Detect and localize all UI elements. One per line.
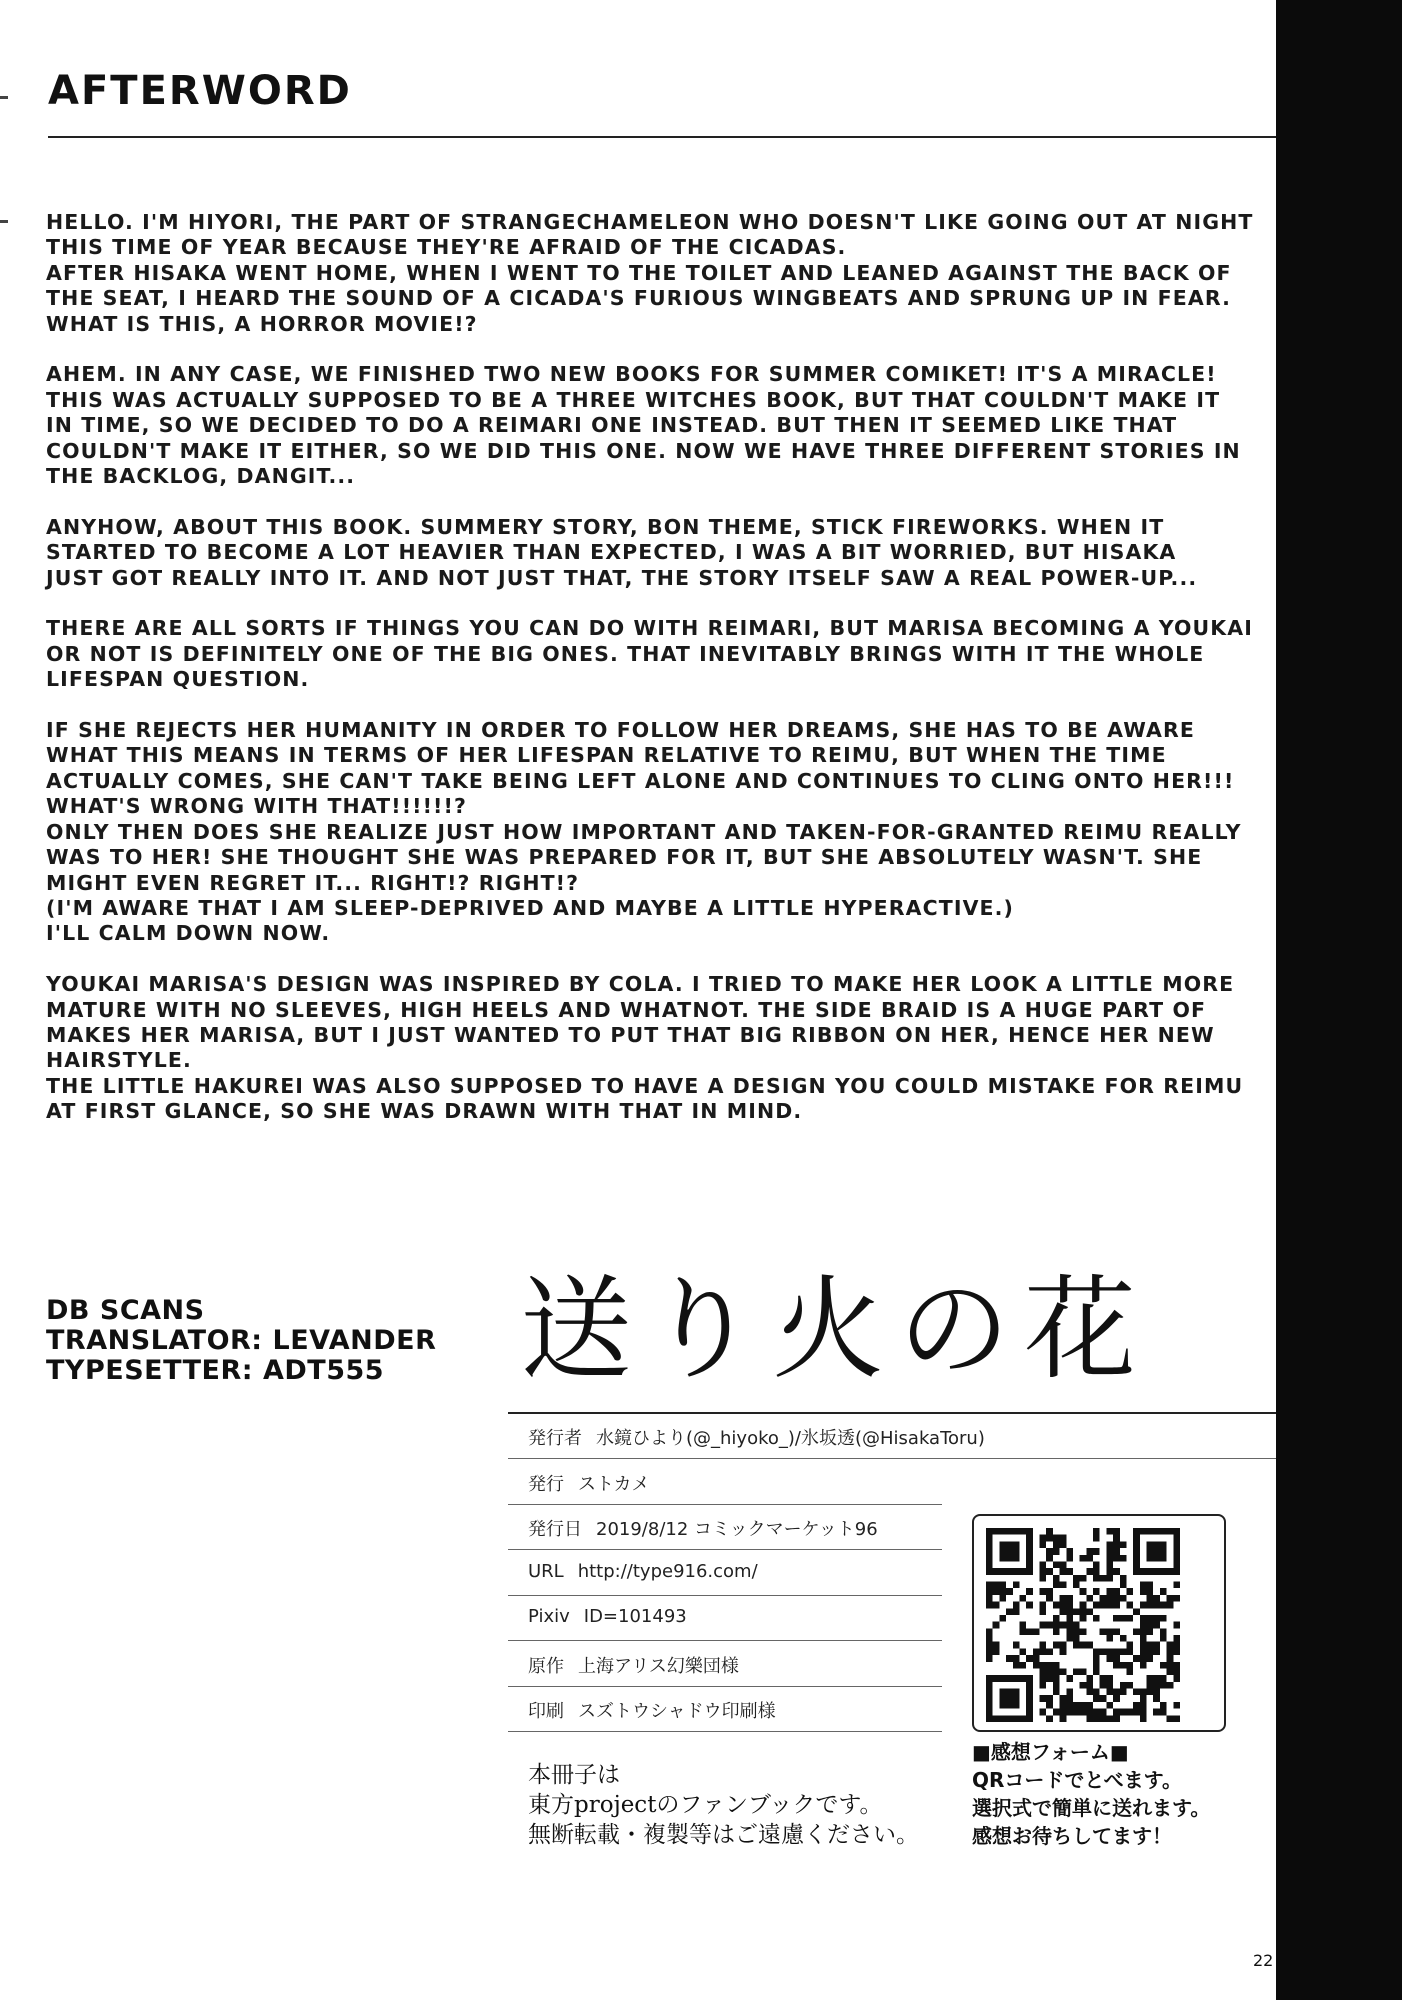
colophon-row-divider — [508, 1458, 1276, 1459]
afterword-line: I'LL CALM DOWN NOW. — [46, 921, 331, 946]
colophon-divider — [508, 1412, 1276, 1414]
afterword-line: AT FIRST GLANCE, SO SHE WAS DRAWN WITH THAT IN MIND. — [46, 1099, 803, 1124]
afterword-line: MIGHT EVEN REGRET IT... RIGHT!? RIGHT!? — [46, 870, 580, 895]
afterword-line: THE BACKLOG, DANGIT... — [46, 464, 356, 489]
feedback-form-note — [972, 1738, 1210, 1850]
fanbook-notice — [528, 1760, 919, 1850]
afterword-line: COULDN'T MAKE IT EITHER, SO WE DID THIS ONE. NOW WE HAVE THREE DIFFERENT STORIES IN — [46, 438, 1241, 463]
notice-line: 本冊子は — [528, 1762, 620, 1788]
colophon-key: 原作 — [528, 1655, 564, 1677]
afterword-line: ONLY THEN DOES SHE REALIZE JUST HOW IMPORTANT AND TAKEN-FOR-GRANTED REIMU REALLY — [46, 819, 1242, 844]
colophon-value: スズトウシャドウ印刷様 — [578, 1701, 776, 1722]
feedback-heading: ■感想フォーム■ — [972, 1740, 1129, 1764]
afterword-line: AHEM. IN ANY CASE, WE FINISHED TWO NEW BOOKS FOR SUMMER COMIKET! IT'S A MIRACLE! — [46, 362, 1217, 387]
afterword-paragraph — [46, 972, 1261, 1124]
afterword-line: STARTED TO BECOME A LOT HEAVIER THAN EXPECTED, I WAS A BIT WORRIED, BUT HISAKA — [46, 540, 1177, 565]
afterword-line: AFTER HISAKA WENT HOME, WHEN I WENT TO THE TOILET AND LEANED AGAINST THE BACK OF — [46, 260, 1232, 285]
afterword-line: (I'M AWARE THAT I AM SLEEP-DEPRIVED AND MAYBE A LITTLE HYPERACTIVE.) — [46, 895, 1015, 920]
colophon-row-divider — [508, 1504, 942, 1505]
afterword-paragraph — [46, 515, 1261, 591]
colophon-key: URL — [528, 1560, 564, 1582]
afterword-line: HELLO. I'M HIYORI, THE PART OF STRANGECHAMELEON WHO DOESN'T LIKE GOING OUT AT NIGHT — [46, 210, 1254, 234]
afterword-line: THE SEAT, I HEARD THE SOUND OF A CICADA'S FURIOUS WINGBEATS AND SPRUNG UP IN FEAR. — [46, 286, 1231, 311]
notice-line: 東方projectのファンブックです。 — [528, 1792, 883, 1818]
colophon-key: 発行日 — [528, 1519, 582, 1540]
colophon-row — [528, 1561, 758, 1582]
colophon-row — [528, 1424, 985, 1450]
colophon-row-divider — [508, 1686, 942, 1687]
credit-translator: TRANSLATOR: LEVANDER — [46, 1325, 437, 1356]
afterword-line: ACTUALLY COMES, SHE CAN'T TAKE BEING LEFT ALONE AND CONTINUES TO CLING ONTO HER!!! — [46, 768, 1235, 793]
afterword-line: WHAT THIS MEANS IN TERMS OF HER LIFESPAN RELATIVE TO REIMU, BUT WHEN THE TIME — [46, 743, 1167, 768]
scan-edge-mark — [0, 96, 8, 99]
colophon-value[interactable]: http://type916.com/ — [577, 1560, 758, 1582]
afterword-paragraph — [46, 362, 1261, 489]
afterword-line: THERE ARE ALL SORTS IF THINGS YOU CAN DO WITH REIMARI, BUT MARISA BECOMING A YOUKAI — [46, 616, 1253, 641]
afterword-line: WHAT IS THIS, A HORROR MOVIE!? — [46, 311, 478, 336]
afterword-line: MAKES HER MARISA, BUT I JUST WANTED TO PUT THAT BIG RIBBON ON HER, HENCE HER NEW — [46, 1022, 1215, 1047]
colophon-key: 発行者 — [528, 1428, 582, 1449]
afterword-line: IN TIME, SO WE DECIDED TO DO A REIMARI ONE INSTEAD. BUT THEN IT SEEMED LIKE THAT — [46, 413, 1178, 438]
afterword-line: WAS TO HER! SHE THOUGHT SHE WAS PREPARED FOR IT, BUT SHE ABSOLUTELY WASN'T. SHE — [46, 845, 1203, 870]
colophon-row-divider — [508, 1731, 942, 1732]
colophon-row — [528, 1515, 878, 1541]
title-divider — [48, 136, 1276, 138]
afterword-line: ANYHOW, ABOUT THIS BOOK. SUMMERY STORY, BON THEME, STICK FIREWORKS. WHEN IT — [46, 514, 1165, 539]
credit-typesetter: TYPESETTER: ADT555 — [46, 1355, 385, 1386]
afterword-line: OR NOT IS DEFINITELY ONE OF THE BIG ONES. THAT INEVITABLY BRINGS WITH IT THE WHOLE — [46, 641, 1205, 666]
colophon-row — [528, 1652, 739, 1678]
colophon-value: 2019/8/12 コミックマーケット96 — [596, 1519, 878, 1540]
afterword-paragraph — [46, 210, 1261, 337]
colophon-value: ストカメ — [578, 1473, 650, 1495]
colophon-key: Pixiv — [528, 1606, 570, 1627]
colophon-value: 水鏡ひより(@_hiyoko_)/氷坂透(@HisakaToru) — [596, 1428, 985, 1449]
colophon-value: 上海アリス幻樂団様 — [578, 1655, 739, 1677]
afterword-line: YOUKAI MARISA'S DESIGN WAS INSPIRED BY COLA. I TRIED TO MAKE HER LOOK A LITTLE MORE — [46, 972, 1235, 997]
colophon-key: 発行 — [528, 1473, 564, 1495]
scanlation-credits — [46, 1296, 436, 1386]
afterword-line: THIS WAS ACTUALLY SUPPOSED TO BE A THREE WITCHES BOOK, BUT THAT COULDN'T MAKE IT — [46, 387, 1221, 412]
afterword-line: LIFESPAN QUESTION. — [46, 667, 310, 692]
colophon-key: 印刷 — [528, 1701, 564, 1722]
colophon-row-divider — [508, 1549, 942, 1550]
afterword-line: WHAT'S WRONG WITH THAT!!!!!!? — [46, 794, 467, 819]
right-edge-scan-bar — [1276, 0, 1402, 2000]
afterword-line: HAIRSTYLE. — [46, 1048, 192, 1073]
afterword-body — [46, 210, 1261, 1150]
colophon-value: ID=101493 — [583, 1606, 687, 1627]
colophon-row — [528, 1606, 687, 1627]
scan-edge-mark — [0, 220, 8, 223]
afterword-line: JUST GOT REALLY INTO IT. AND NOT JUST THAT, THE STORY ITSELF SAW A REAL POWER-UP... — [46, 565, 1198, 590]
feedback-line: 選択式で簡単に送れます。 — [972, 1796, 1211, 1820]
qr-code-icon[interactable] — [986, 1528, 1180, 1722]
colophon-row-divider — [508, 1595, 942, 1596]
book-title: 送り火の花 — [520, 1265, 1150, 1395]
colophon-row — [528, 1697, 776, 1723]
feedback-line: 感想お待ちしてます！ — [972, 1824, 1172, 1848]
credit-group: DB SCANS — [46, 1295, 205, 1326]
afterword-paragraph — [46, 616, 1261, 692]
page-number: 22 — [1253, 1951, 1274, 1970]
colophon-row-divider — [508, 1640, 942, 1641]
colophon-row — [528, 1470, 649, 1496]
afterword-line: THE LITTLE HAKUREI WAS ALSO SUPPOSED TO HAVE A DESIGN YOU COULD MISTAKE FOR REIMU — [46, 1073, 1244, 1098]
afterword-paragraph — [46, 718, 1261, 947]
feedback-line: QRコードでとべます。 — [972, 1768, 1183, 1792]
notice-line: 無断転載・複製等はご遠慮ください。 — [528, 1822, 919, 1848]
afterword-line: THIS TIME OF YEAR BECAUSE THEY'RE AFRAID OF THE CICADAS. — [46, 235, 847, 260]
afterword-line: IF SHE REJECTS HER HUMANITY IN ORDER TO FOLLOW HER DREAMS, SHE HAS TO BE AWARE — [46, 718, 1195, 743]
afterword-line: MATURE WITH NO SLEEVES, HIGH HEELS AND WHATNOT. THE SIDE BRAID IS A HUGE PART OF — [46, 997, 1207, 1022]
page-title: AFTERWORD — [48, 68, 352, 114]
